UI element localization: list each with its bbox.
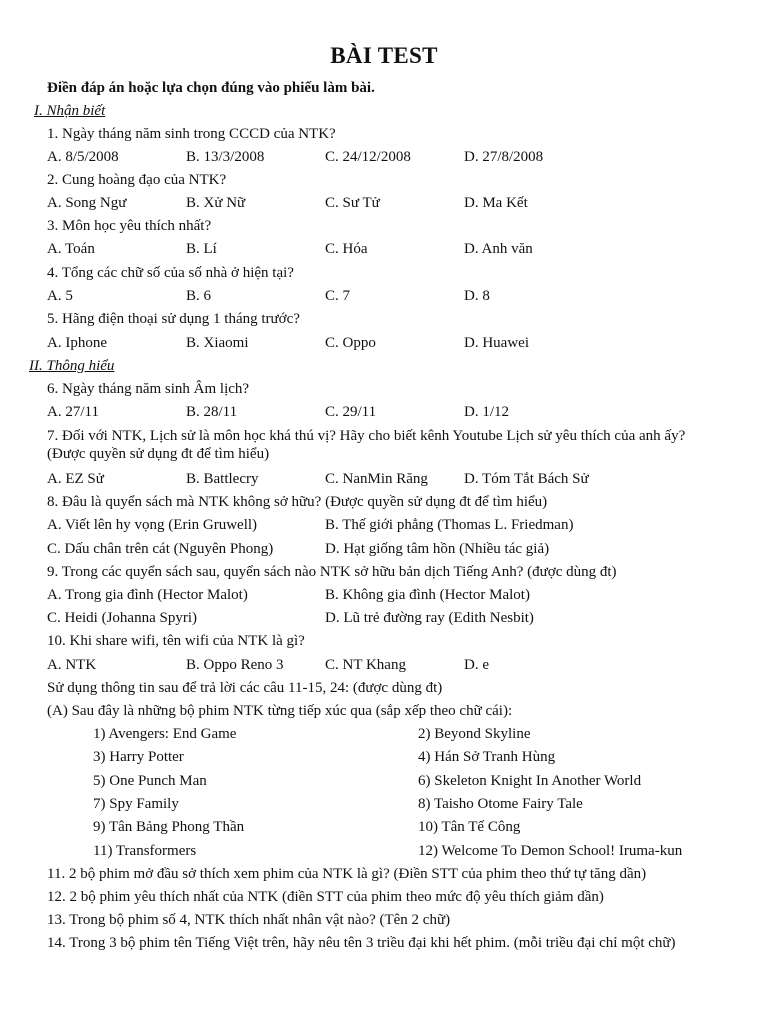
option-6b: B. 28/11: [186, 404, 238, 420]
option-10c: C. NT Khang: [325, 657, 406, 673]
info-intro: Sử dụng thông tin sau để trả lời các câu 11-15, 24: (được dùng đt): [47, 680, 443, 696]
option-3a: A. Toán: [47, 241, 95, 257]
option-10a: A. NTK: [47, 657, 97, 673]
movie-item: 10) Tân Tế Công: [418, 819, 521, 835]
question-11: 11. 2 bộ phim mở đầu sở thích xem phim của NTK là gì? (Điền STT của phim theo thứ tự tăng dần): [47, 866, 647, 882]
option-1a: A. 8/5/2008: [47, 149, 119, 165]
question-14: 14. Trong 3 bộ phim tên Tiếng Việt trên, hãy nêu tên 3 triều đại khi hết phim. (mỗi triều đại chỉ một chữ): [47, 935, 676, 951]
movie-item: 9) Tân Bảng Phong Thần: [93, 819, 245, 835]
movie-item: 1) Avengers: End Game: [93, 726, 237, 742]
movie-item: 7) Spy Family: [93, 796, 179, 812]
option-4d: D. 8: [464, 288, 490, 304]
option-5c: C. Oppo: [325, 335, 376, 351]
option-1b: B. 13/3/2008: [186, 149, 265, 165]
question-1: 1. Ngày tháng năm sinh trong CCCD của NTK?: [47, 126, 336, 142]
option-10d: D. e: [464, 657, 489, 673]
option-2c: C. Sư Tử: [325, 195, 380, 211]
option-8d: D. Hạt giống tâm hồn (Nhiều tác giả): [325, 541, 550, 557]
movie-item: 6) Skeleton Knight In Another World: [418, 773, 642, 789]
option-9d: D. Lũ trẻ đường ray (Edith Nesbit): [325, 610, 534, 626]
movie-item: 5) One Punch Man: [93, 773, 207, 789]
option-5d: D. Huawei: [464, 335, 529, 351]
section-heading-1: I. Nhận biết: [34, 103, 106, 119]
question-2: 2. Cung hoàng đạo của NTK?: [47, 172, 227, 188]
movie-item: 3) Harry Potter: [93, 749, 184, 765]
option-6d: D. 1/12: [464, 404, 509, 420]
option-6a: A. 27/11: [47, 404, 99, 420]
option-5b: B. Xiaomi: [186, 335, 249, 351]
question-6: 6. Ngày tháng năm sinh Âm lịch?: [47, 381, 250, 397]
question-10: 10. Khi share wifi, tên wifi của NTK là gì?: [47, 633, 305, 649]
question-7: 7. Đối với NTK, Lịch sử là môn học khá thú vị? Hãy cho biết kênh Youtube Lịch sử yêu thích của anh ấy? (Được quyền sử dụng đt để tìm hiểu): [47, 428, 686, 462]
option-2a: A. Song Ngư: [47, 195, 127, 211]
option-10b: B. Oppo Reno 3: [186, 657, 284, 673]
option-7a: A. EZ Sử: [47, 471, 104, 487]
option-9b: B. Không gia đình (Hector Malot): [325, 587, 530, 603]
movie-item: 2) Beyond Skyline: [418, 726, 531, 742]
option-8c: C. Dấu chân trên cát (Nguyên Phong): [47, 541, 274, 557]
question-13: 13. Trong bộ phim số 4, NTK thích nhất nhân vật nào? (Tên 2 chữ): [47, 912, 451, 928]
option-6c: C. 29/11: [325, 404, 377, 420]
option-5a: A. Iphone: [47, 335, 107, 351]
option-3c: C. Hóa: [325, 241, 368, 257]
page-title: BÀI TEST: [330, 43, 438, 68]
option-7b: B. Battlecry: [186, 471, 259, 487]
option-1c: C. 24/12/2008: [325, 149, 411, 165]
option-3d: D. Anh văn: [464, 241, 533, 257]
option-4a: A. 5: [47, 288, 73, 304]
option-8a: A. Viết lên hy vọng (Erin Gruwell): [47, 517, 258, 533]
info-a: (A) Sau đây là những bộ phim NTK từng tiếp xúc qua (sắp xếp theo chữ cái):: [47, 703, 513, 719]
section-heading-2: II. Thông hiểu: [29, 358, 115, 374]
movie-item: 12) Welcome To Demon School! Iruma-kun: [418, 843, 683, 859]
question-9: 9. Trong các quyển sách sau, quyển sách nào NTK sở hữu bản dịch Tiếng Anh? (được dùng đt): [47, 564, 617, 580]
question-8: 8. Đâu là quyển sách mà NTK không sở hữu? (Được quyền sử dụng đt để tìm hiểu): [47, 494, 548, 510]
option-4c: C. 7: [325, 288, 351, 304]
option-2d: D. Ma Kết: [464, 195, 528, 211]
movie-item: 8) Taisho Otome Fairy Tale: [418, 796, 583, 812]
option-9a: A. Trong gia đình (Hector Malot): [47, 587, 248, 603]
option-8b: B. Thế giới phẳng (Thomas L. Friedman): [325, 517, 574, 533]
option-3b: B. Lí: [186, 241, 217, 257]
option-2b: B. Xử Nữ: [186, 195, 246, 211]
question-4: 4. Tổng các chữ số của số nhà ở hiện tại?: [47, 265, 294, 281]
instruction: Điền đáp án hoặc lựa chọn đúng vào phiếu làm bài.: [47, 80, 375, 96]
option-7c: C. NanMin Răng: [325, 471, 428, 487]
movie-item: 11) Transformers: [93, 843, 197, 859]
question-5: 5. Hãng điện thoại sử dụng 1 tháng trước?: [47, 311, 300, 327]
option-4b: B. 6: [186, 288, 212, 304]
option-9c: C. Heidi (Johanna Spyri): [47, 610, 197, 626]
option-7d: D. Tóm Tắt Bách Sử: [464, 471, 589, 487]
option-1d: D. 27/8/2008: [464, 149, 544, 165]
question-3: 3. Môn học yêu thích nhất?: [47, 218, 212, 234]
question-12: 12. 2 bộ phim yêu thích nhất của NTK (điền STT của phim theo mức độ yêu thích giảm dần): [47, 889, 604, 905]
movie-item: 4) Hán Sở Tranh Hùng: [418, 749, 556, 765]
